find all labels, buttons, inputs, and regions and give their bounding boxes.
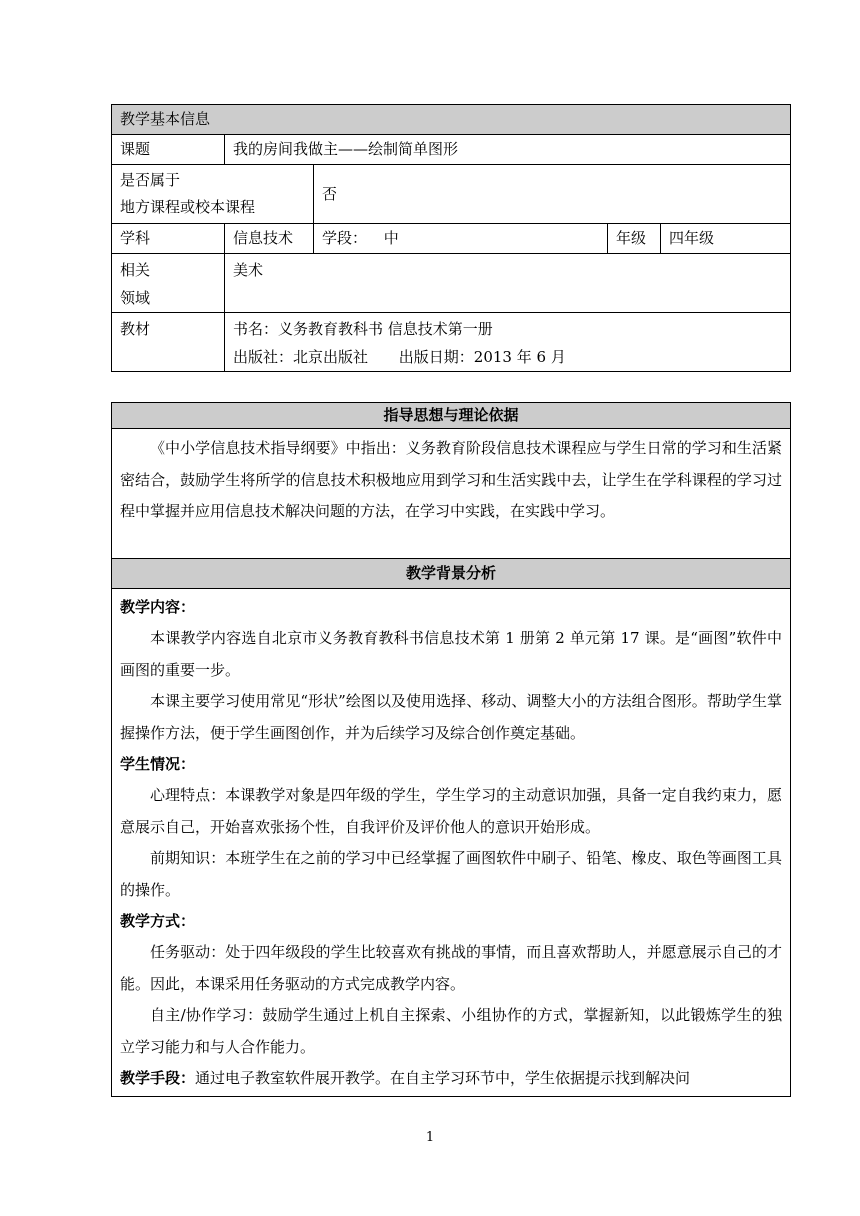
textbook-publisher: 出版社：北京出版社 [233, 348, 369, 366]
basic-info-table [111, 104, 791, 372]
related-label [112, 254, 225, 313]
related-value: 美术 [225, 254, 791, 313]
means-line [120, 1063, 782, 1094]
related-label-line2: 领域 [120, 289, 151, 307]
textbook-name: 书名：义务教育教科书 信息技术第一册 [233, 320, 493, 338]
background-body [112, 589, 791, 1097]
stage-label: 学段： [322, 229, 368, 247]
method-paragraph-2: 自主/协作学习：鼓励学生通过上机自主探索、小组协作的方式，掌握新知，以此锻炼学生的独立学习能力和与人合作能力。 [120, 1006, 782, 1056]
grade-value: 四年级 [661, 224, 791, 254]
background-header: 教学背景分析 [112, 559, 791, 589]
stage-value: 中 [383, 229, 399, 247]
means-heading: 教学手段： [120, 1069, 196, 1087]
method-paragraph-1: 任务驱动：处于四年级段的学生比较喜欢有挑战的事情，而且喜欢帮助人，并愿意展示自己的才能。因此，本课采用任务驱动的方式完成教学内容。 [120, 943, 782, 993]
textbook-value [225, 313, 791, 372]
method-heading: 教学方式： [120, 912, 196, 930]
content-paragraph-1: 本课教学内容选自北京市义务教育教科书信息技术第 1 册第 2 单元第 17 课。是“画图”软件中画图的重要一步。 [120, 629, 782, 679]
local-course-label [112, 165, 314, 224]
content-paragraph-2: 本课主要学习使用常见“形状”绘图以及使用选择、移动、调整大小的方法组合图形。帮助学生掌握操作方法，便于学生画图创作，并为后续学习及综合创作奠定基础。 [120, 692, 782, 742]
content-heading: 教学内容： [120, 598, 196, 616]
students-paragraph-1: 心理特点：本课教学对象是四年级的学生，学生学习的主动意识加强，具备一定自我约束力，愿意展示自己，开始喜欢张扬个性，自我评价及评价他人的意识开始形成。 [120, 786, 782, 836]
local-course-value-text: 否 [322, 184, 338, 203]
grade-label: 年级 [608, 224, 661, 254]
subject-label: 学科 [112, 224, 225, 254]
guiding-header: 指导思想与理论依据 [112, 403, 791, 429]
local-course-label-line1: 是否属于 [120, 171, 181, 189]
students-heading: 学生情况： [120, 755, 196, 773]
subject-value: 信息技术 [225, 224, 314, 254]
local-course-label-line2: 地方课程或校本课程 [120, 198, 256, 216]
page-number: 1 [425, 1130, 435, 1145]
topic-label: 课题 [112, 135, 225, 165]
basic-info-header: 教学基本信息 [112, 105, 791, 135]
guiding-body [112, 429, 791, 559]
topic-value: 我的房间我做主——绘制简单图形 [225, 135, 791, 165]
textbook-publisher-line [233, 343, 782, 371]
means-text: 通过电子教室软件展开教学。在自主学习环节中，学生依据提示找到解决问 [195, 1069, 691, 1087]
textbook-label: 教材 [112, 313, 225, 372]
stage-cell [314, 224, 608, 254]
students-paragraph-2: 前期知识：本班学生在之前的学习中已经掌握了画图软件中刷子、铅笔、橡皮、取色等画图工具的操作。 [120, 849, 782, 899]
textbook-publish-date: 出版日期：2013 年 6 月 [398, 348, 566, 366]
analysis-table [111, 402, 791, 1097]
related-label-line1: 相关 [120, 261, 151, 279]
local-course-value [314, 165, 791, 224]
guiding-paragraph: 《中小学信息技术指导纲要》中指出：义务教育阶段信息技术课程应与学生日常的学习和生活紧密结合，鼓励学生将所学的信息技术积极地应用到学习和生活实践中去，让学生在学科课程的学习过程中掌握并应用信息技术解决问题的方法，在学习中实践，在实践中学习。 [120, 439, 782, 520]
